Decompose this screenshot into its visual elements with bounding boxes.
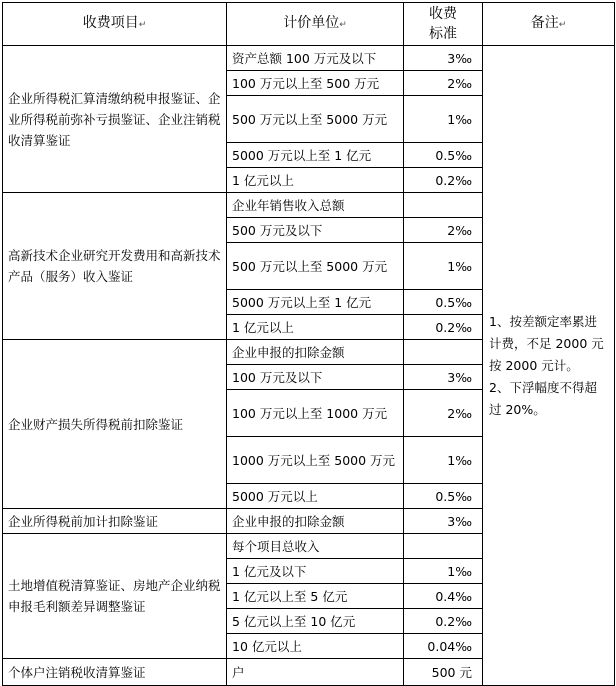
std-cell: 3‰ (404, 46, 483, 71)
std-cell: 3‰ (404, 509, 483, 534)
std-cell: 1‰ (404, 559, 483, 584)
unit-cell: 100 万元以上至 1000 万元 (227, 390, 404, 437)
group-5-name: 土地增值税清算鉴证、房地产企业纳税申报毛利额差异调整鉴证 (3, 534, 227, 659)
unit-cell: 企业年销售收入总额 (227, 193, 404, 218)
unit-cell: 资产总额 100 万元及以下 (227, 46, 404, 71)
unit-cell: 每个项目总收入 (227, 534, 404, 559)
std-cell: 0.4‰ (404, 584, 483, 609)
group-3-name: 企业财产损失所得税前扣除鉴证 (3, 340, 227, 509)
unit-cell: 5000 万元以上 (227, 484, 404, 509)
group-4-name: 企业所得税前加计扣除鉴证 (3, 509, 227, 534)
unit-cell: 500 万元以上至 5000 万元 (227, 96, 404, 143)
note-cell: 1、按差额定率累进计费，不足 2000 元按 2000 元计。 2、下浮幅度不得超过 20%。 (483, 46, 615, 686)
unit-cell: 10 亿元以上 (227, 634, 404, 659)
unit-cell: 5000 万元以上至 1 亿元 (227, 143, 404, 168)
group-6-name: 个体户注销税收清算鉴证 (3, 659, 227, 686)
header-row (3, 3, 615, 46)
unit-cell: 企业申报的扣除金额 (227, 340, 404, 365)
header-note: 备注↵ (483, 3, 615, 46)
unit-cell: 100 万元以上至 500 万元 (227, 71, 404, 96)
std-cell: 1‰ (404, 96, 483, 143)
std-cell: 2‰ (404, 71, 483, 96)
std-cell: 0.5‰ (404, 290, 483, 315)
std-cell: 0.04‰ (404, 634, 483, 659)
std-cell: 0.2‰ (404, 315, 483, 340)
unit-cell: 企业申报的扣除金额 (227, 509, 404, 534)
std-cell (404, 534, 483, 559)
std-cell: 500 元 (404, 659, 483, 686)
std-cell (404, 340, 483, 365)
unit-cell: 500 万元以上至 5000 万元 (227, 243, 404, 290)
std-cell: 1‰ (404, 437, 483, 484)
header-std: 收费 标准 (404, 3, 483, 46)
fee-table (2, 2, 615, 686)
unit-cell: 500 万元及以下 (227, 218, 404, 243)
unit-cell: 100 万元及以下 (227, 365, 404, 390)
std-cell: 3‰ (404, 365, 483, 390)
table-row (3, 46, 615, 71)
group-2-name: 高新技术企业研究开发费用和高新技术产品（服务）收入鉴证 (3, 193, 227, 340)
std-cell: 0.2‰ (404, 609, 483, 634)
unit-cell: 5 亿元以上至 10 亿元 (227, 609, 404, 634)
header-unit: 计价单位↵ (227, 3, 404, 46)
unit-cell: 1 亿元以上 (227, 168, 404, 193)
std-cell: 1‰ (404, 243, 483, 290)
unit-cell: 1 亿元及以下 (227, 559, 404, 584)
std-cell: 0.2‰ (404, 168, 483, 193)
std-cell: 2‰ (404, 390, 483, 437)
std-cell: 0.5‰ (404, 143, 483, 168)
unit-cell: 5000 万元以上至 1 亿元 (227, 290, 404, 315)
unit-cell: 1 亿元以上至 5 亿元 (227, 584, 404, 609)
group-1-name: 企业所得税汇算清缴纳税申报鉴证、企业所得税前弥补亏损鉴证、企业注销税收清算鉴证 (3, 46, 227, 193)
std-cell: 2‰ (404, 218, 483, 243)
unit-cell: 1 亿元以上 (227, 315, 404, 340)
std-cell (404, 193, 483, 218)
unit-cell: 1000 万元以上至 5000 万元 (227, 437, 404, 484)
std-cell: 0.5‰ (404, 484, 483, 509)
unit-cell: 户 (227, 659, 404, 686)
header-item: 收费项目↵ (3, 3, 227, 46)
